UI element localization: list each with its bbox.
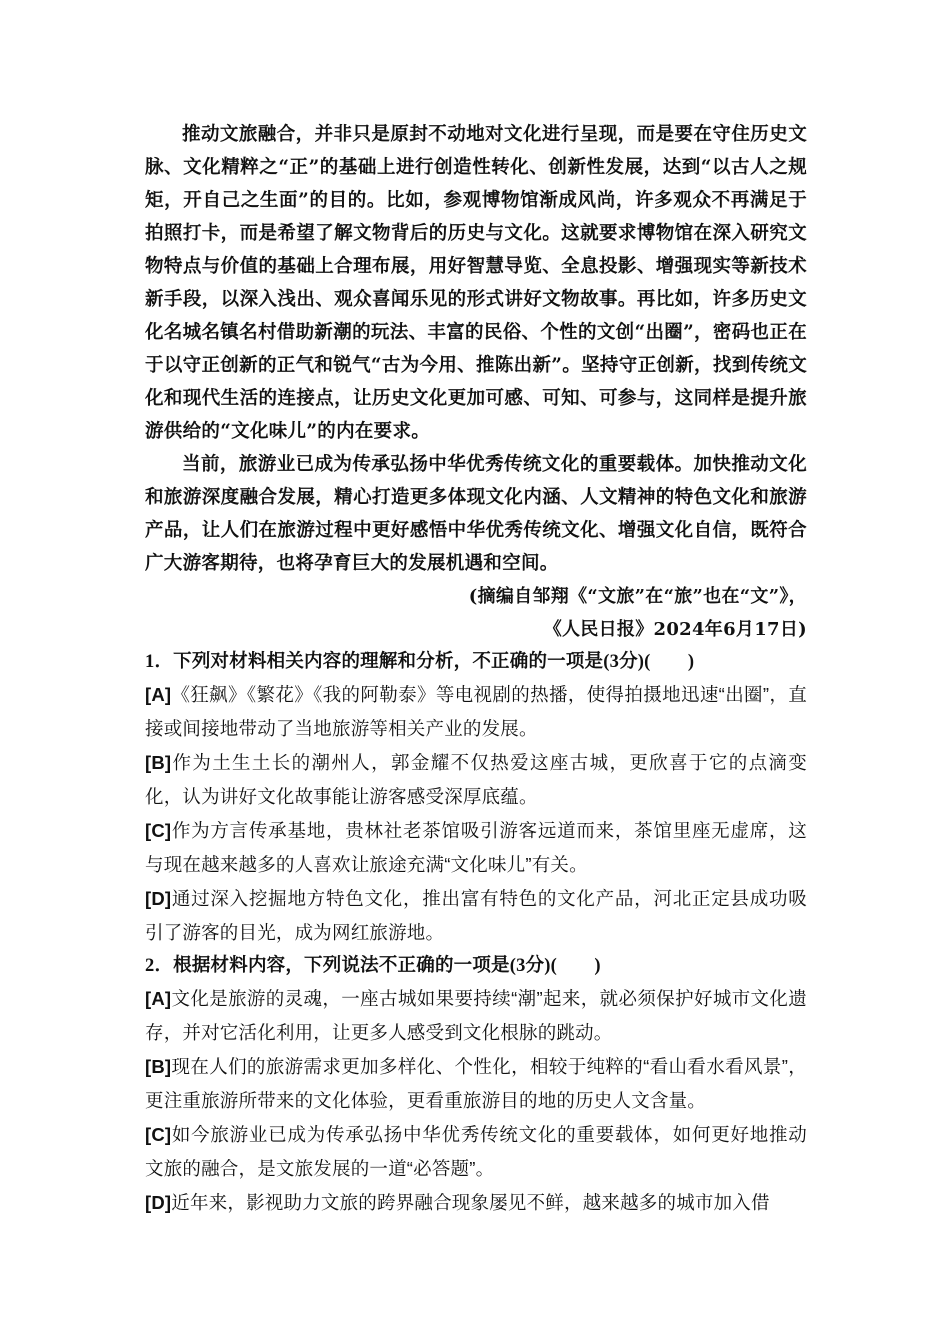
question-2-option-d[interactable] xyxy=(145,1186,807,1220)
question-2-option-c[interactable] xyxy=(145,1118,807,1186)
passage-paragraph-1: 推动文旅融合，并非只是原封不动地对文化进行呈现，而是要在守住历史文脉、文化精粹之“正”的基础上进行创造性转化、创新性发展，达到“以古人之规矩，开自己之生面”的目的。比如，参观博物馆渐成风尚，许多观众不再满足于拍照打卡，而是希望了解文物背后的历史与文化。这就要求博物馆在深入研究文物特点与价值的基础上合理布展，用好智慧导览、全息投影、增强现实等新技术新手段，以深入浅出、观众喜闻乐见的形式讲好文物故事。再比如，许多历史文化名城名镇名村借助新潮的玩法、丰富的民俗、个性的文创“出圈”，密码也正在于以守正创新的正气和锐气“古为今用、推陈出新”。坚持守正创新，找到传统文化和现代生活的连接点，让历史文化更加可感、可知、可参与，这同样是提升旅游供给的“文化味儿”的内在要求。 xyxy=(145,124,807,442)
option-key: [B] xyxy=(145,752,172,773)
option-text: 作为土生土长的潮州人，郭金耀不仅热爱这座古城，更欣喜于它的点滴变化，认为讲好文化故事能让游客感受深厚底蕴。 xyxy=(145,752,807,807)
question-2-option-a[interactable] xyxy=(145,982,807,1050)
passage-paragraph-2: 当前，旅游业已成为传承弘扬中华优秀传统文化的重要载体。加快推动文化和旅游深度融合发展，精心打造更多体现文化内涵、人文精神的特色文化和旅游产品，让人们在旅游过程中更好感悟中华优秀传统文化、增强文化自信，既符合广大游客期待，也将孕育巨大的发展机遇和空间。 xyxy=(145,454,807,574)
option-text: 近年来，影视助力文旅的跨界融合现象屡见不鲜，越来越多的城市加入借 xyxy=(171,1192,770,1213)
question-1-option-d[interactable] xyxy=(145,882,807,950)
option-key: [D] xyxy=(145,888,172,909)
source-citation-line-2: 《人民日报》2024年6月17日) xyxy=(543,619,807,640)
option-text: 作为方言传承基地，贵林社老茶馆吸引游客远道而来，茶馆里座无虚席，这与现在越来越多的人喜欢让旅途充满“文化味儿”有关。 xyxy=(145,820,807,875)
option-key: [D] xyxy=(145,1192,172,1213)
question-2-option-b[interactable] xyxy=(145,1050,807,1118)
question-1-stem: 1．下列对材料相关内容的理解和分析，不正确的一项是(3分)( ) xyxy=(145,652,695,672)
source-citation-line-1: (摘编自邹翔《“文旅”在“旅”也在“文”》， xyxy=(468,586,807,607)
option-key: [C] xyxy=(145,820,172,841)
option-key: [A] xyxy=(145,684,172,705)
question-1-option-b[interactable] xyxy=(145,746,807,814)
option-text: 《狂飙》《繁花》《我的阿勒泰》等电视剧的热播，使得拍摄地迅速“出圈”，直接或间接地带动了当地旅游等相关产业的发展。 xyxy=(145,684,807,739)
option-text: 文化是旅游的灵魂，一座古城如果要持续“潮”起来，就必须保护好城市文化遗存，并对它活化利用，让更多人感受到文化根脉的跳动。 xyxy=(145,988,807,1043)
option-text: 通过深入挖掘地方特色文化，推出富有特色的文化产品，河北正定县成功吸引了游客的目光，成为网红旅游地。 xyxy=(145,888,807,943)
option-text: 如今旅游业已成为传承弘扬中华优秀传统文化的重要载体，如何更好地推动文旅的融合，是文旅发展的一道“必答题”。 xyxy=(145,1124,807,1179)
question-2-stem: 2．根据材料内容，下列说法不正确的一项是(3分)( ) xyxy=(145,956,601,976)
option-key: [B] xyxy=(145,1056,172,1077)
document-page xyxy=(145,118,807,1220)
option-key: [C] xyxy=(145,1124,172,1145)
option-text: 现在人们的旅游需求更加多样化、个性化，相较于纯粹的“看山看水看风景”，更注重旅游所带来的文化体验，更看重旅游目的地的历史人文含量。 xyxy=(145,1056,807,1111)
option-key: [A] xyxy=(145,988,172,1009)
question-1-option-c[interactable] xyxy=(145,814,807,882)
question-1-option-a[interactable] xyxy=(145,678,807,746)
